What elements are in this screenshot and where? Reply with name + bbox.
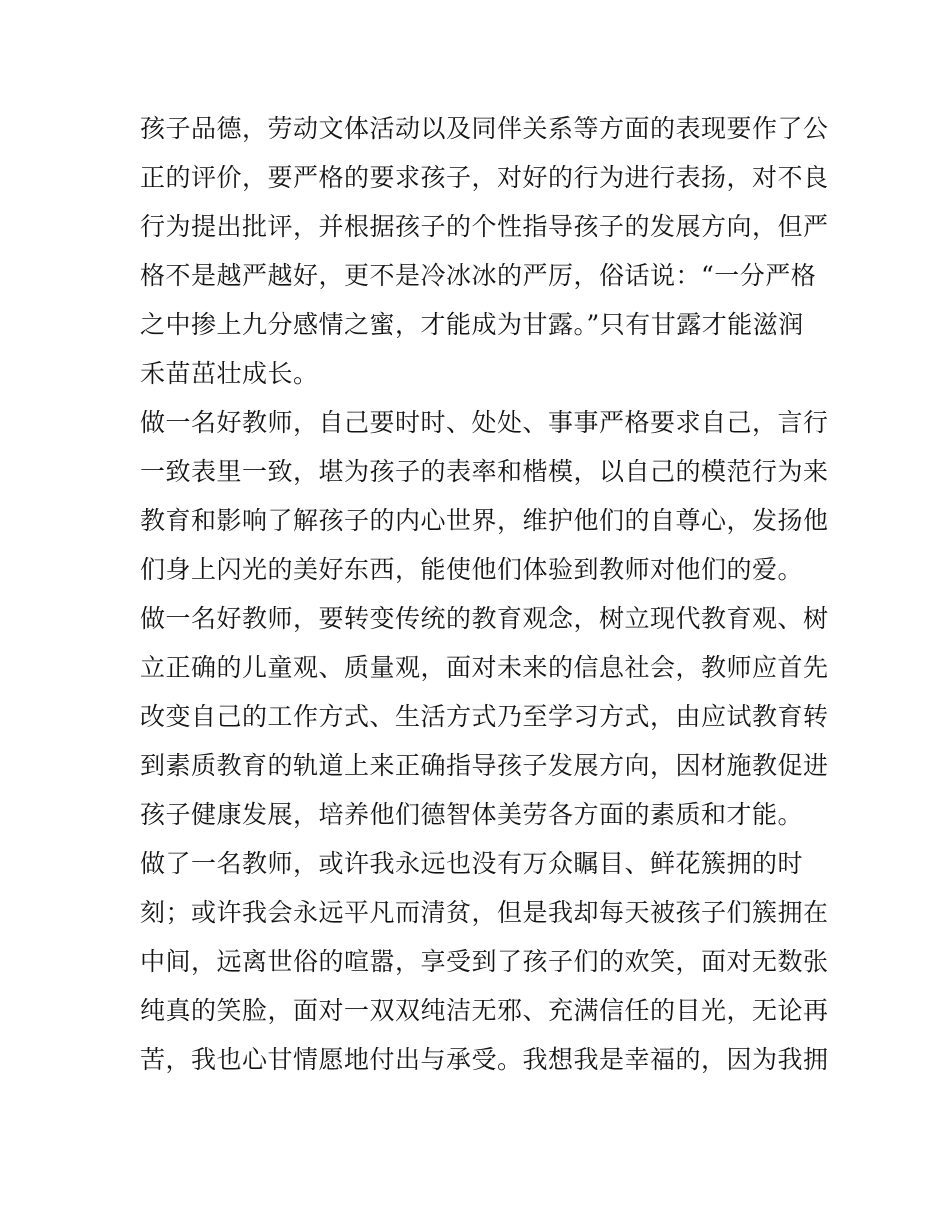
text-line: 教育和影响了解孩子的内心世界，维护他们的自尊心，发扬他 [140, 506, 829, 535]
text-line: 做一名好教师，要转变传统的教育观念，树立现代教育观、树 [140, 604, 829, 633]
text-line: 格不是越严越好，更不是冷冰冰的严厉，俗话说：“一分严格 [140, 261, 817, 290]
text-line: 做了一名教师，或许我永远也没有万众瞩目、鲜花簇拥的时 [140, 849, 804, 878]
text-line: 改变自己的工作方式、生活方式乃至学习方式，由应试教育转 [140, 702, 829, 731]
text-line: 禾苗茁壮成长。 [140, 359, 319, 388]
text-line: 中间，远离世俗的喧嚣，享受到了孩子们的欢笑，面对无数张 [140, 947, 829, 976]
text-line: 行为提出批评，并根据孩子的个性指导孩子的发展方向，但严 [140, 212, 829, 241]
text-line: 正的评价，要严格的要求孩子，对好的行为进行表扬，对不良 [140, 163, 829, 192]
text-line: 一致表里一致，堪为孩子的表率和楷模，以自己的模范行为来 [140, 457, 829, 486]
text-line: 做一名好教师，自己要时时、处处、事事严格要求自己，言行 [140, 408, 829, 437]
text-line: 立正确的儿童观、质量观，面对未来的信息社会，教师应首先 [140, 653, 829, 682]
text-line: 纯真的笑脸，面对一双双纯洁无邪、充满信任的目光，无论再 [140, 996, 829, 1025]
text-line: 之中掺上九分感情之蜜，才能成为甘露。”只有甘露才能滋润 [140, 310, 804, 339]
text-line: 苦，我也心甘情愿地付出与承受。我想我是幸福的，因为我拥 [140, 1045, 829, 1074]
text-line: 到素质教育的轨道上来正确指导孩子发展方向，因材施教促进 [140, 751, 829, 780]
text-line: 孩子品德，劳动文体活动以及同伴关系等方面的表现要作了公 [140, 114, 829, 143]
text-line: 们身上闪光的美好东西，能使他们体验到教师对他们的爱。 [140, 555, 804, 584]
text-line: 孩子健康发展，培养他们德智体美劳各方面的素质和才能。 [140, 800, 804, 829]
text-line: 刻；或许我会永远平凡而清贫，但是我却每天被孩子们簇拥在 [140, 898, 829, 927]
